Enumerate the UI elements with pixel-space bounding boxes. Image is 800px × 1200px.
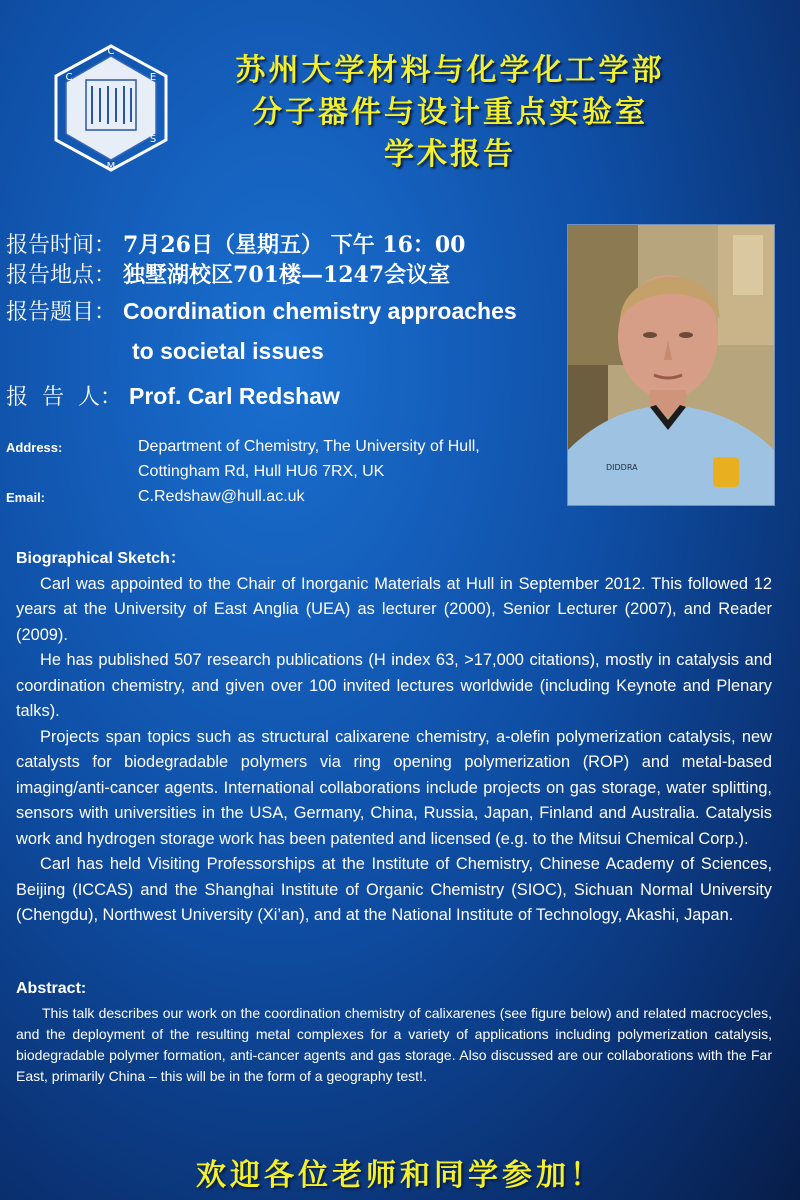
time-value: 7月26日（星期五） 下午 16：00	[123, 232, 466, 258]
bio-paragraph: Carl was appointed to the Chair of Inorganic Materials at Hull in September 2012. This followed 12 years at the University of East Anglia (UEA) as lecturer (2000), Senior Lecturer (2007), and Reader (2009).	[16, 574, 772, 644]
speaker-value: Prof. Carl Redshaw	[128, 383, 340, 409]
address-line-1: Department of Chemistry, The University of Hull,	[138, 438, 480, 455]
topic-line-2: to societal issues	[132, 338, 324, 364]
logo-letter: M	[106, 161, 116, 172]
email-label: Email:	[6, 490, 46, 505]
bio-paragraph: He has published 507 research publications (H index 63, >17,000 citations), mostly in catalysis and coordination chemistry, and given over 100 invited lectures worldwide (including Keynote and Plenary talks).	[16, 651, 772, 720]
address-line-2: Cottingham Rd, Hull HU6 7RX, UK	[138, 463, 385, 480]
biography-section	[16, 546, 772, 929]
logo-letter: S	[149, 134, 157, 145]
time-label: 报告时间：	[6, 233, 117, 258]
email-value: C.Redshaw@hull.ac.uk	[138, 488, 305, 505]
info-time	[6, 228, 466, 259]
speaker-label: 报 告 人：	[6, 385, 122, 410]
topic-line-1: Coordination chemistry approaches	[123, 298, 517, 324]
header-line-department: 苏州大学材料与化学化工学部	[235, 53, 665, 88]
address-value	[138, 434, 480, 484]
header-line-lab: 分子器件与设计重点实验室	[252, 95, 648, 130]
info-place	[6, 258, 450, 289]
svg-text:DIDDRA: DIDDRA	[606, 463, 638, 472]
bio-paragraph: Carl has held Visiting Professorships at the Institute of Chemistry, Chinese Academy of Sciences, Beijing (ICCAS) and the Shanghai Institute of Organic Chemistry (SIOC), Sichuan Normal University (Chengdu), Northwest University (Xi’an), and at the National Institute of Technology, Akashi, Japan.	[16, 855, 772, 924]
speaker-photo	[567, 224, 775, 506]
header-line-title: 学术报告	[384, 137, 516, 172]
college-seal-logo	[50, 42, 172, 174]
bio-paragraph: Projects span topics such as structural calixarene chemistry, a-olefin polymerization catalysis, new catalysts for biodegradable polymers via ring opening polymerization (ROP) and metal-based imaging/anti-cancer agents. International collaborations include projects on gas storage, water splitting, sensors with universities in the USA, Germany, China, Russia, Japan, Finland and Australia. Catalysis work and hydrogen storage work has been patented and licensed (e.g. to the Mitsui Chemical Corp.).	[16, 727, 772, 848]
info-topic	[6, 295, 517, 326]
logo-letter: E	[149, 72, 157, 83]
page-header	[170, 50, 730, 176]
welcome-footer: 欢迎各位老师和同学参加！	[196, 1158, 604, 1193]
topic-label: 报告题目：	[6, 300, 117, 325]
address-label: Address:	[6, 440, 63, 455]
abstract-body: This talk describes our work on the coordination chemistry of calixarenes (see figure below) and related macrocycles, and the deployment of the resulting metal complexes for a variety of applications including polymerization catalysis, biodegradable polymer formation, anti-cancer agents and gas storage. Also discussed are our collaborations with the Far East, primarily China – this will be in the form of a geography test!.	[16, 1005, 772, 1084]
abstract-heading: Abstract:	[16, 980, 87, 997]
place-value: 独墅湖校区701楼—1247会议室	[123, 262, 451, 288]
place-label: 报告地点：	[6, 263, 117, 288]
info-speaker	[6, 380, 340, 411]
logo-letter: C	[65, 72, 73, 83]
bio-heading: Biographical Sketch：	[16, 550, 186, 567]
logo-letter: C	[107, 46, 115, 57]
